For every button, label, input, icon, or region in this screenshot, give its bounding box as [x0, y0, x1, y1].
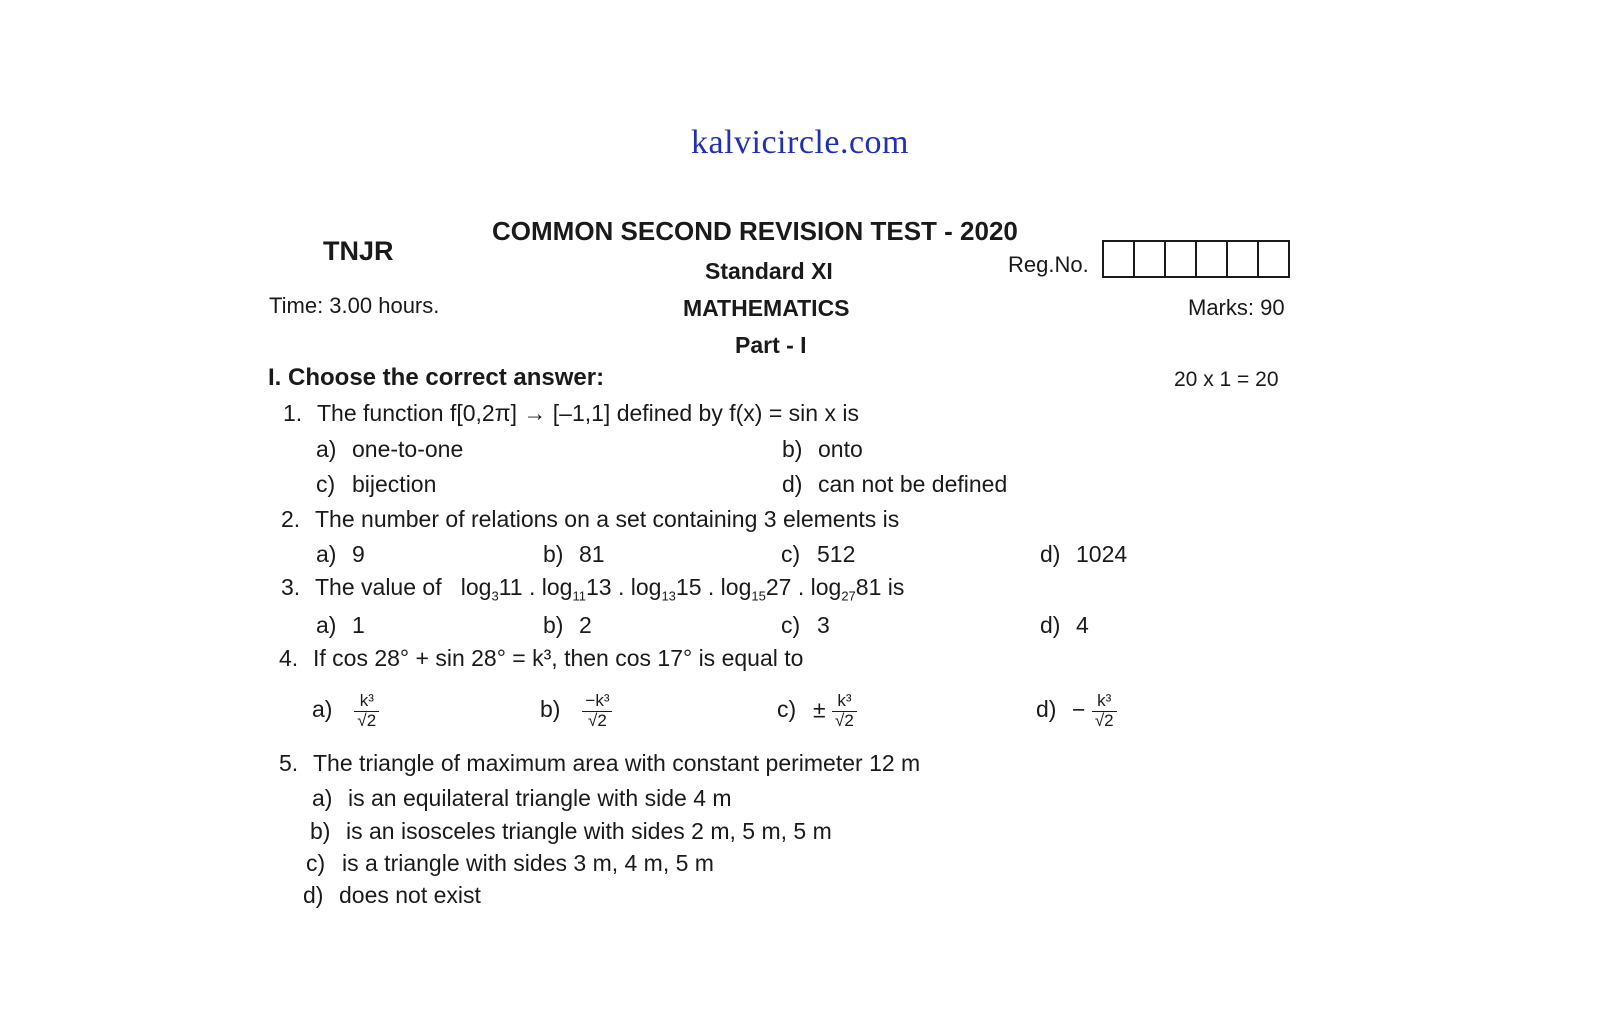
marks-label: Marks: 90	[1188, 295, 1285, 320]
time-label: Time: 3.00 hours.	[269, 293, 440, 318]
log-term: $\log_311$	[460, 574, 523, 604]
question-number: 3.	[281, 574, 301, 600]
question-text-prefix: The value of	[315, 574, 442, 600]
question-2	[281, 506, 899, 533]
fraction: $\frac{\text{k³}}{√2}$	[832, 692, 857, 730]
log-term: $\log_{15}27$	[720, 574, 792, 604]
question-number: 2.	[281, 506, 301, 532]
option-2a: a) 9	[316, 541, 365, 567]
fraction: $\frac{\text{−k³}}{√2}$	[582, 692, 612, 730]
question-1	[283, 400, 859, 427]
exam-title: COMMON SECOND REVISION TEST - 2020	[492, 216, 1018, 246]
option-3d: d) 4	[1040, 612, 1089, 638]
option-3c: c) 3	[781, 612, 830, 638]
question-3: 3. The value of $\log_311$ . $\log_{11}13$ . $\log_{13}15$ . $\log_{15}27$ . $\log_{27}81$ is	[281, 574, 905, 604]
option-4a: a) $\frac{\text{k³}}{√2}$	[312, 692, 379, 730]
question-5	[279, 750, 920, 777]
standard-label: Standard XI	[705, 258, 833, 284]
question-4	[279, 645, 803, 672]
question-text: If cos 28° + sin 28° = k³, then cos 17° is equal to	[313, 645, 804, 671]
question-number: 5.	[279, 750, 299, 776]
option-2c: c) 512	[781, 541, 856, 567]
question-text-suffix: is	[887, 574, 905, 600]
question-text: The triangle of maximum area with constant perimeter 12 m	[313, 750, 921, 776]
fraction: $\frac{\text{k³}}{√2}$	[1092, 692, 1117, 730]
option-1c: c) bijection	[316, 471, 437, 497]
option-5d: d) does not exist	[303, 882, 481, 908]
option-3b: b) 2	[543, 612, 592, 638]
part-label: Part - I	[735, 332, 807, 358]
school-code: TNJR	[323, 236, 394, 266]
option-2d: d) 1024	[1040, 541, 1128, 567]
reg-no-cell[interactable]	[1104, 242, 1135, 276]
option-4b: b) $\frac{\text{−k³}}{√2}$	[540, 692, 612, 730]
option-3a: a) 1	[316, 612, 365, 638]
subject-label: MATHEMATICS	[683, 295, 850, 321]
option-5b: b) is an isosceles triangle with sides 2 m, 5 m, 5 m	[310, 818, 832, 844]
reg-no-cell[interactable]	[1197, 242, 1228, 276]
question-number: 1.	[283, 400, 303, 426]
log-term: $\log_{27}81$	[810, 574, 882, 604]
reg-no-label: Reg.No.	[1008, 252, 1089, 277]
log-term: $\log_{13}15$	[630, 574, 702, 604]
option-2b: b) 81	[543, 541, 605, 567]
option-1a: a) one-to-one	[316, 436, 464, 462]
option-1d: d) can not be defined	[782, 471, 1008, 497]
reg-no-cell[interactable]	[1259, 242, 1288, 276]
reg-no-cell[interactable]	[1228, 242, 1259, 276]
fraction: $\frac{\text{k³}}{√2}$	[354, 692, 379, 730]
option-5a: a) is an equilateral triangle with side 4 m	[312, 785, 732, 811]
section-marks: 20 x 1 = 20	[1174, 368, 1279, 391]
question-text: The number of relations on a set containing 3 elements is	[315, 506, 900, 532]
reg-no-cell[interactable]	[1135, 242, 1166, 276]
option-4d: d) − $\frac{\text{k³}}{√2}$	[1036, 692, 1117, 730]
option-1b: b) onto	[782, 436, 863, 462]
section-title: I. Choose the correct answer:	[268, 364, 605, 391]
watermark-text: kalvicircle.com	[690, 124, 909, 161]
question-number: 4.	[279, 645, 299, 671]
reg-no-cell[interactable]	[1166, 242, 1197, 276]
log-term: $\log_{11}13$	[541, 574, 612, 604]
reg-no-boxes[interactable]	[1102, 240, 1290, 278]
option-5c: c) is a triangle with sides 3 m, 4 m, 5 m	[306, 850, 714, 876]
question-text: The function f[0,2π] → [–1,1] defined by f(x) = sin x is	[317, 400, 859, 426]
option-4c: c) ± $\frac{\text{k³}}{√2}$	[777, 692, 857, 730]
